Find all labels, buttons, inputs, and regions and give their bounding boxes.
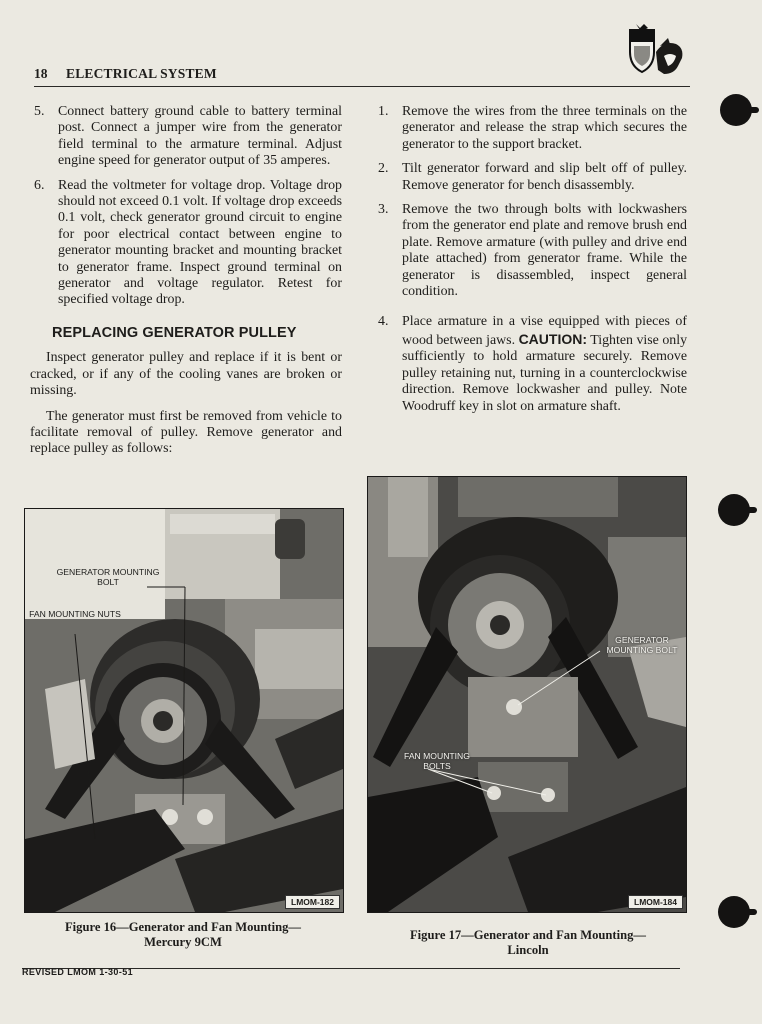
- step-number: 6.: [34, 177, 45, 193]
- step-number: 5.: [34, 104, 45, 119]
- step-5: [30, 104, 342, 170]
- step-text: Tighten vise only sufficiently to hold armature securely. Remove pulley retaining nut, turning in a counterclockwise direction. Remove lockwasher and pulley. Note Woodruff key in slot on armature shaft.: [402, 332, 688, 414]
- step-1: [374, 104, 687, 153]
- fan-mounting-nuts-label: FAN MOUNTING NUTS: [29, 609, 121, 619]
- caution-label: CAUTION:: [518, 330, 587, 347]
- figure-code: LMOM-184: [628, 895, 683, 909]
- revision-note: REVISED LMOM 1-30-51: [22, 967, 134, 977]
- left-column: [30, 104, 342, 467]
- paragraph: Inspect generator pulley and replace if it is bent or cracked, or if any of the cooling vanes are broken or missing.: [30, 350, 342, 399]
- generator-mounting-bolt-label: GENERATOR MOUNTING BOLT: [606, 635, 678, 655]
- step-number: 3.: [378, 202, 389, 218]
- punch-hole: [718, 494, 750, 526]
- punch-hole: [720, 94, 752, 126]
- lincoln-mercury-crest-icon: [624, 22, 690, 84]
- caption-line: Figure 16—Generator and Fan Mounting—: [64, 920, 302, 934]
- figure-code: LMOM-182: [285, 895, 340, 909]
- caption-line: Lincoln: [507, 943, 549, 957]
- step-number: 2.: [378, 161, 389, 177]
- figure-17-photo: [367, 476, 687, 913]
- step-text: Remove the two through bolts with lockwashers from the generator end plate and remove brush end plate. Remove armature (with pulley and drive end plate attached) from generator frame. While the generator is disassembled, inspect general condition.: [402, 202, 687, 300]
- step-4: [374, 314, 687, 414]
- paragraph: The generator must first be removed from vehicle to facilitate removal of pulley. Remove generator and replace pulley as follows:: [30, 408, 342, 457]
- figure-16-photo: [24, 508, 344, 913]
- caption-line: Figure 17—Generator and Fan Mounting—: [409, 928, 647, 942]
- generator-mounting-bolt-label: GENERATOR MOUNTING BOLT: [56, 567, 160, 587]
- right-column: [374, 104, 687, 423]
- figure-17-caption: [370, 928, 686, 958]
- fan-mounting-bolts-label: FAN MOUNTING BOLTS: [404, 751, 470, 771]
- step-6: [30, 178, 342, 309]
- step-text: Read the voltmeter for voltage drop. Voltage drop should not exceed 0.1 volt. If voltage drop exceeds 0.1 volt, check generator ground circuit to engine for poor electrical contact between engine to generator mounting bracket and mounting bracket to generator frame. Inspect ground terminal on generator and voltage regulator. Retest for specified voltage drop.: [58, 177, 342, 308]
- step-text: Place armature in a vise equipped with pieces of wood between jaws.: [402, 314, 687, 348]
- section-title: ELECTRICAL SYSTEM: [66, 66, 217, 81]
- caption-line: Mercury 9CM: [144, 935, 222, 949]
- step-number: 4.: [378, 314, 389, 330]
- step-3: [374, 202, 687, 300]
- step-text: Connect battery ground cable to battery terminal post. Connect a jumper wire from the generator field terminal to the armature terminal. Adjust engine speed for generator output of 35 amperes.: [58, 104, 342, 169]
- step-text: Remove the wires from the three terminals on the generator and release the strap which secures the generator to the support bracket.: [402, 104, 687, 152]
- page-header: [34, 64, 690, 87]
- punch-hole: [718, 896, 750, 928]
- figure-16-caption: [28, 920, 338, 950]
- step-2: [374, 161, 687, 194]
- step-number: 1.: [378, 104, 389, 119]
- step-text: Tilt generator forward and slip belt off of pulley. Remove generator for bench disassembly.: [402, 161, 687, 193]
- page-number: 18: [34, 66, 48, 81]
- section-heading: REPLACING GENERATOR PULLEY: [52, 324, 297, 341]
